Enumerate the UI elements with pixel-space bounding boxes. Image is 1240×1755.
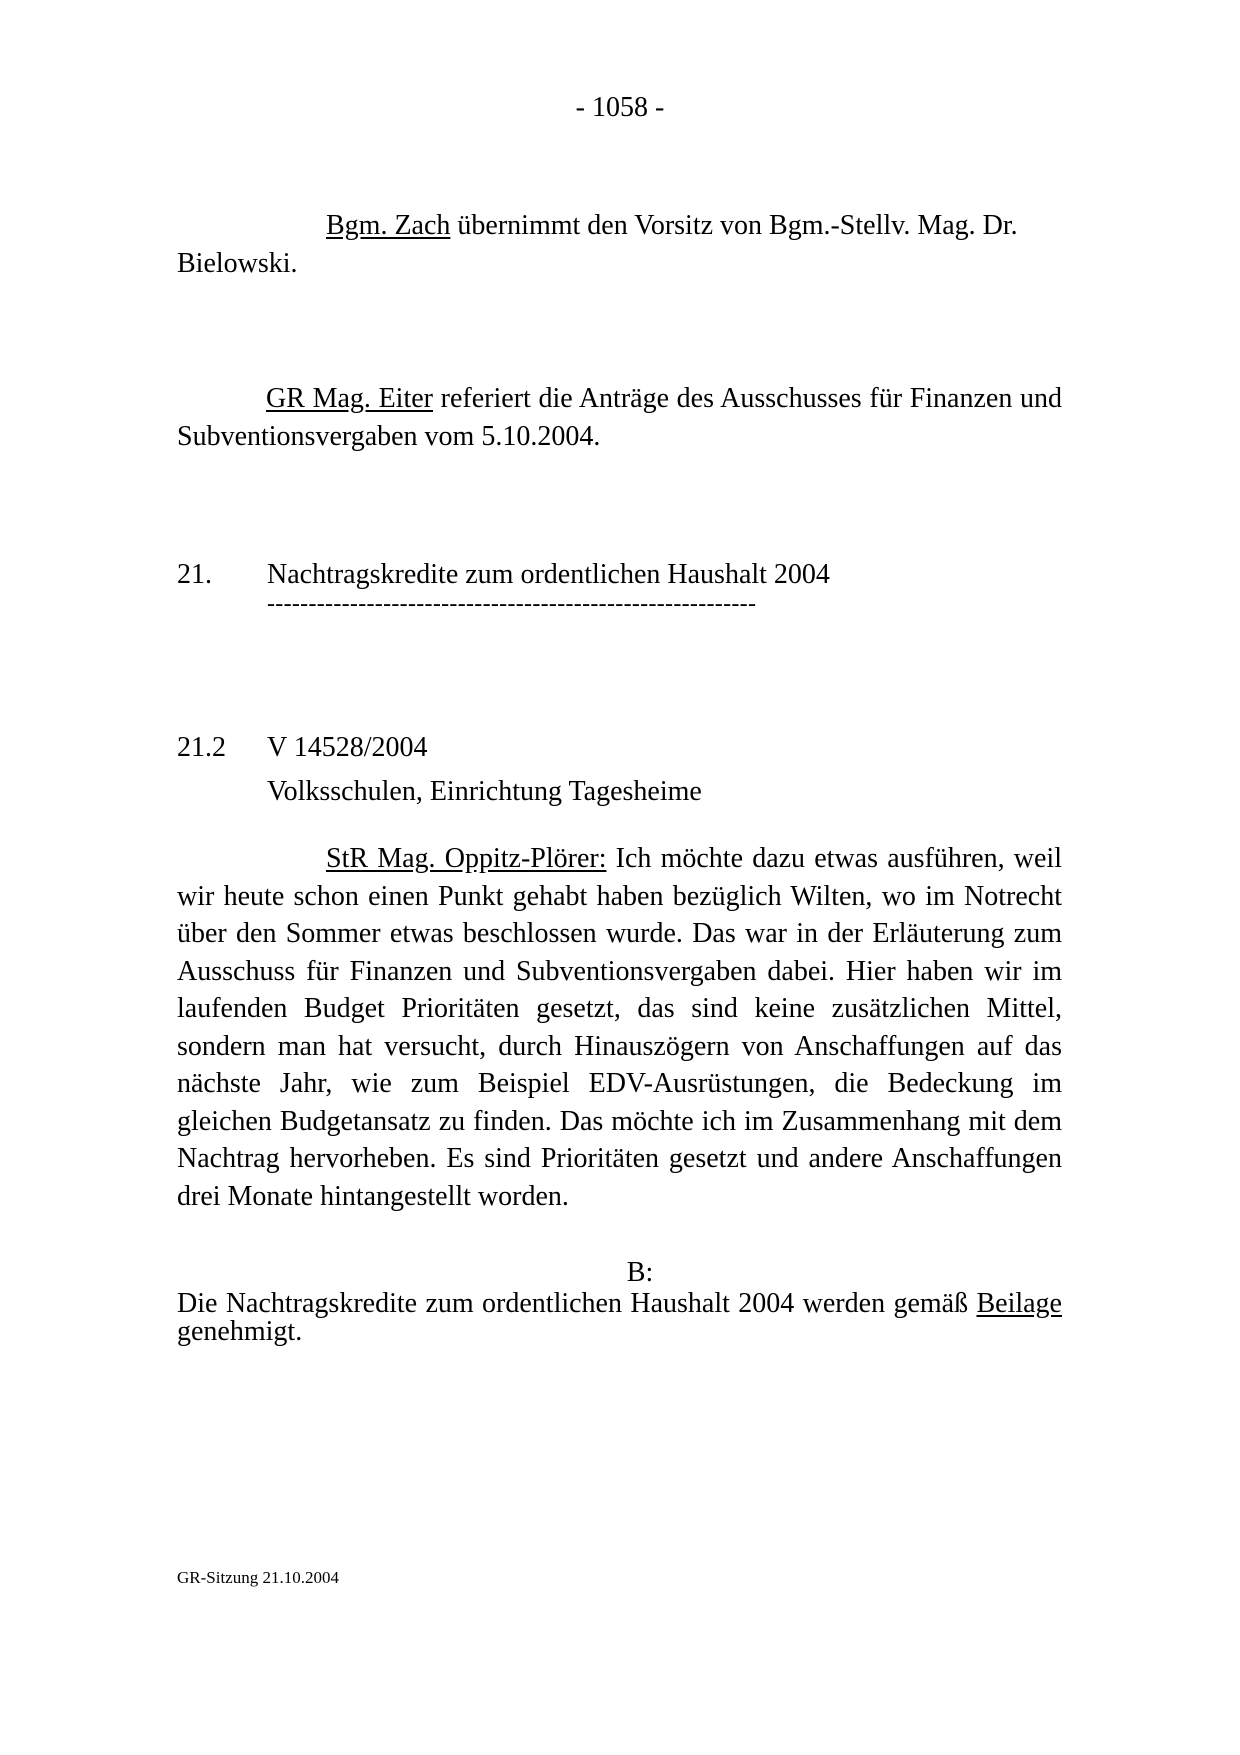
speaker-name: GR Mag. Eiter [266,383,433,414]
paragraph-text: übernimmt den Vorsitz von Bgm.-Stellv. Mag. Dr. Bielowski. [177,210,1018,279]
paragraph-chair-change [177,207,1062,282]
subitem-number: 21.2 [177,732,226,763]
item-number: 21. [177,559,212,590]
attachment-link: Beilage [976,1288,1062,1319]
paragraph-text: referiert die Anträge des Ausschusses für Finanzen und Subventionsvergaben vom 5.10.2004. [177,383,1063,452]
resolution-text: Die Nachtragskredite zum ordentlichen Haushalt 2004 werden gemäß Beilage genehmigt. [177,1288,1062,1347]
paragraph-report [177,380,1062,455]
footer-text: GR-Sitzung 21.10.2004 [177,1568,339,1587]
resolution-label: B: [626,1257,654,1288]
dashed-separator: ----------------------------------------------------------- [267,591,757,617]
speaker-name: StR Mag. Oppitz-Plörer: [326,843,607,874]
statement-paragraph [177,840,1062,1215]
statement-text: Ich möchte dazu etwas ausführen, weil wir heute schon einen Punkt gehabt haben bezüglich Wilten, wo im Notrecht über den Sommer etwas beschlossen wurde. Das war in der Erläuterung zum Ausschuss für Finanzen und Subventionsvergaben dabei. Hier haben wir im laufenden Budget Prioritäten gesetzt, das sind keine zusätzlichen Mittel, sondern man hat versucht, durch Hinauszögern von Anschaffungen auf das nächste Jahr, wie zum Beispiel EDV-Ausrüstungen, die Bedeckung im gleichen Budgetansatz zu finden. Das möchte ich im Zusammenhang mit dem Nachtrag hervorheben. Es sind Prioritäten gesetzt und andere Anschaffungen drei Monate hintangestellt worden. [177,843,1062,1212]
subitem-subject: Volksschulen, Einrichtung Tagesheime [267,776,702,807]
item-title: Nachtragskredite zum ordentlichen Haushalt 2004 [267,559,830,590]
page-number: - 1058 - [575,92,665,123]
speaker-name: Bgm. Zach [326,210,451,241]
subitem-reference: V 14528/2004 [267,732,428,763]
